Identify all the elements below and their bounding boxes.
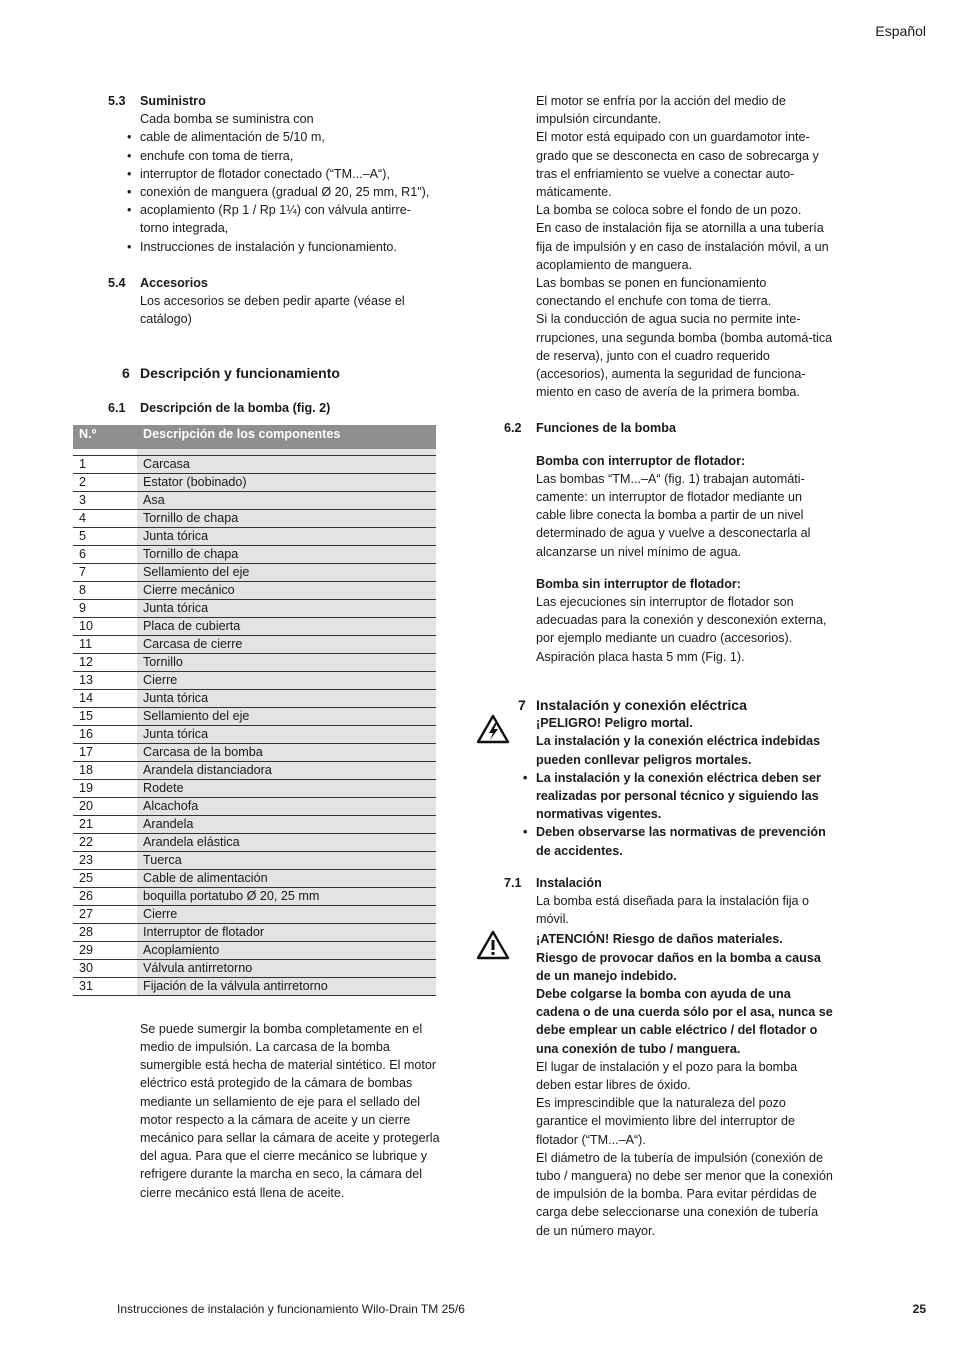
section-intro: Cada bomba se suministra con xyxy=(140,112,314,127)
component-number: 28 xyxy=(73,923,137,941)
list-item: • cable de alimentación de 5/10 m, xyxy=(140,128,438,146)
component-description: Sellamiento del eje xyxy=(137,563,436,581)
section-7-1 xyxy=(504,874,834,929)
component-number: 23 xyxy=(73,851,137,869)
section-5-4 xyxy=(108,274,438,329)
table-row xyxy=(73,869,436,887)
section-number: 5.3 xyxy=(108,94,126,108)
section-title: Descripción y funcionamiento xyxy=(140,365,340,382)
subheading: Bomba sin interruptor de flotador: xyxy=(536,576,741,591)
danger-block xyxy=(504,714,834,860)
component-description: Cierre xyxy=(137,905,436,923)
component-number: 31 xyxy=(73,977,137,995)
component-number: 26 xyxy=(73,887,137,905)
caution-text: Riesgo de provocar daños en la bomba a causa de un manejo indebido. xyxy=(536,950,821,983)
component-number: 20 xyxy=(73,797,137,815)
table-row xyxy=(73,797,436,815)
table-row xyxy=(73,599,436,617)
table-row xyxy=(73,959,436,977)
table-row xyxy=(73,905,436,923)
component-description: Placa de cubierta xyxy=(137,617,436,635)
component-number: 22 xyxy=(73,833,137,851)
component-number: 12 xyxy=(73,653,137,671)
section-5-3 xyxy=(108,92,438,256)
table-row xyxy=(73,617,436,635)
component-description: Carcasa xyxy=(137,455,436,473)
caution-title: ¡ATENCIÓN! Riesgo de daños materiales. xyxy=(536,932,783,947)
component-number: 13 xyxy=(73,671,137,689)
component-description: Carcasa de la bomba xyxy=(137,743,436,761)
section-7-heading xyxy=(504,696,834,714)
component-description: Interruptor de flotador xyxy=(137,923,436,941)
component-number: 6 xyxy=(73,545,137,563)
component-description: Asa xyxy=(137,491,436,509)
table-row xyxy=(73,455,436,473)
section-number: 7 xyxy=(518,696,526,713)
table-row xyxy=(73,761,436,779)
subheading: Bomba con interruptor de flotador: xyxy=(536,453,746,468)
list-item: • Instrucciones de instalación y funcionamiento. xyxy=(140,238,438,256)
table-row xyxy=(73,707,436,725)
component-number: 9 xyxy=(73,599,137,617)
component-description: Tornillo de chapa xyxy=(137,545,436,563)
list-item: • interruptor de flotador conectado (“TM...–A“), xyxy=(140,165,438,183)
component-number: 15 xyxy=(73,707,137,725)
component-description: Junta tórica xyxy=(137,527,436,545)
component-description: Válvula antirretorno xyxy=(137,959,436,977)
section-title: Instalación xyxy=(536,875,602,890)
table-row xyxy=(73,923,436,941)
component-description: Cable de alimentación xyxy=(137,869,436,887)
paragraph: Las bombas “TM...–A“ (fig. 1) trabajan automáti-camente: un interruptor de flotador mediante un cable libre conecta la bomba a partir de un nivel determinado de agua y vuelve a desconectarla al alcanzarse un nivel mínimo de agua. xyxy=(536,471,811,559)
component-number: 25 xyxy=(73,869,137,887)
component-number: 30 xyxy=(73,959,137,977)
component-number: 10 xyxy=(73,617,137,635)
component-description: Arandela distanciadora xyxy=(137,761,436,779)
paragraph: La bomba está diseñada para la instalación fija o móvil. xyxy=(536,893,810,927)
section-title: Instalación y conexión eléctrica xyxy=(536,696,747,713)
table-row xyxy=(73,581,436,599)
component-number: 1 xyxy=(73,455,137,473)
electrical-hazard-icon xyxy=(476,714,510,744)
components-table xyxy=(73,425,436,996)
component-description: Junta tórica xyxy=(137,689,436,707)
section-text: Los accesorios se deben pedir aparte (véase el catálogo) xyxy=(140,294,405,327)
paragraph: El motor se enfría por la acción del medio de impulsión circundante. xyxy=(536,94,786,127)
list-item: • La instalación y la conexión eléctrica deben ser realizadas por personal técnico y siguiendo las normativas vigentes. xyxy=(536,769,834,824)
section-title: Funciones de la bomba xyxy=(536,421,676,436)
footer-text: Instrucciones de instalación y funcionamiento Wilo-Drain TM 25/6 xyxy=(117,1302,465,1316)
component-number: 5 xyxy=(73,527,137,545)
table-header-row xyxy=(73,425,436,449)
table-row xyxy=(73,851,436,869)
component-number: 11 xyxy=(73,635,137,653)
section-6-1 xyxy=(108,399,438,417)
component-description: Alcachofa xyxy=(137,797,436,815)
component-description: Carcasa de cierre xyxy=(137,635,436,653)
component-description: Sellamiento del eje xyxy=(137,707,436,725)
component-number: 19 xyxy=(73,779,137,797)
component-number: 16 xyxy=(73,725,137,743)
section-number: 6.1 xyxy=(108,400,126,415)
component-number: 18 xyxy=(73,761,137,779)
list-item: • acoplamiento (Rp 1 / Rp 1¼) con válvula antirre-torno integrada, xyxy=(140,201,438,237)
component-description: Tornillo xyxy=(137,653,436,671)
component-description: Arandela elástica xyxy=(137,833,436,851)
component-number: 7 xyxy=(73,563,137,581)
paragraph: El motor está equipado con un guardamotor inte-grado que se desconecta en caso de sobrecarga y tras el enfriamiento se vuelve a conectar auto-máticamente. xyxy=(536,130,819,200)
table-row xyxy=(73,887,436,905)
component-description: Acoplamiento xyxy=(137,941,436,959)
component-description: boquilla portatubo Ø 20, 25 mm xyxy=(137,887,436,905)
caution-block xyxy=(504,930,834,1239)
component-number: 17 xyxy=(73,743,137,761)
table-row xyxy=(73,545,436,563)
paragraph: Las ejecuciones sin interruptor de flotador son adecuadas para la conexión y desconexión externa, por ejemplo mediante un cuadro (accesorios). Aspiración placa hasta 5 mm (Fig. 1). xyxy=(536,595,827,664)
section-6-heading xyxy=(108,364,438,382)
paragraph: Las bombas se ponen en funcionamiento conectando el enchufe con toma de tierra. xyxy=(536,276,772,309)
table-row xyxy=(73,941,436,959)
table-body xyxy=(73,449,436,996)
component-number: 21 xyxy=(73,815,137,833)
list-item: • conexión de manguera (gradual Ø 20, 25 mm, R1"), xyxy=(140,183,438,201)
column-header-description: Descripción de los componentes xyxy=(137,425,436,449)
left-column xyxy=(79,92,440,1202)
column-header-number: N.º xyxy=(73,425,137,449)
table-row xyxy=(73,743,436,761)
warning-icon xyxy=(476,930,510,960)
pump-description-paragraph: Se puede sumergir la bomba completamente en el medio de impulsión. La carcasa de la bomba sumergible está hecha de material sintético. El motor eléctrico está protegido de la cámara de bombas mediante un sellamiento de eje para el sellado del motor respecto a la cámara de aceite y un cierre mecánico para sellar la cámara de aceite y protegerla del agua. Para que el cierre mecánico se lubrique y refrigere durante la marcha en seco, la cámara del cierre mecánico está llena de aceite. xyxy=(140,1021,440,1200)
danger-title: ¡PELIGRO! Peligro mortal. xyxy=(536,716,693,731)
table-row xyxy=(73,509,436,527)
section-number: 7.1 xyxy=(504,875,522,890)
section-number: 6.2 xyxy=(504,421,522,436)
component-number: 14 xyxy=(73,689,137,707)
list-item: • enchufe con toma de tierra, xyxy=(140,147,438,165)
component-number: 29 xyxy=(73,941,137,959)
section-title: Suministro xyxy=(140,94,206,108)
component-description: Tornillo de chapa xyxy=(137,509,436,527)
component-description: Tuerca xyxy=(137,851,436,869)
list-item: • Deben observarse las normativas de prevención de accidentes. xyxy=(536,823,834,859)
component-number: 4 xyxy=(73,509,137,527)
component-description: Estator (bobinado) xyxy=(137,473,436,491)
table-row xyxy=(73,689,436,707)
danger-text: La instalación y la conexión eléctrica indebidas pueden conllevar peligros mortales. xyxy=(536,734,821,767)
table-row xyxy=(73,527,436,545)
component-number: 27 xyxy=(73,905,137,923)
component-number: 2 xyxy=(73,473,137,491)
component-description: Cierre mecánico xyxy=(137,581,436,599)
component-number: 3 xyxy=(73,491,137,509)
table-row xyxy=(73,473,436,491)
component-description: Cierre xyxy=(137,671,436,689)
paragraph: El lugar de instalación y el pozo para la bomba deben estar libres de óxido. xyxy=(536,1059,798,1092)
right-column xyxy=(504,92,834,1240)
section-number: 5.4 xyxy=(108,275,126,290)
table-row xyxy=(73,635,436,653)
page-number: 25 xyxy=(912,1302,926,1316)
component-description: Rodete xyxy=(137,779,436,797)
table-row xyxy=(73,779,436,797)
language-label: Español xyxy=(875,23,926,39)
supply-list xyxy=(140,128,438,255)
component-description: Junta tórica xyxy=(137,599,436,617)
paragraph: En caso de instalación fija se atornilla a una tubería fija de impulsión y en caso de instalación móvil, a un acoplamiento de manguera. xyxy=(536,221,829,272)
section-6-2 xyxy=(504,419,834,665)
table-row xyxy=(73,833,436,851)
component-description: Arandela xyxy=(137,815,436,833)
caution-text: Debe colgarse la bomba con ayuda de una cadena o de una cuerda sólo por el asa, nunca se debe emplear un cable eléctrico / del flotador o una conexión de tubo / manguera. xyxy=(536,986,833,1056)
table-row xyxy=(73,563,436,581)
table-row xyxy=(73,653,436,671)
section-title: Descripción de la bomba (fig. 2) xyxy=(140,400,331,415)
table-row xyxy=(73,725,436,743)
paragraph: Es imprescindible que la naturaleza del pozo garantice el movimiento libre del interruptor de flotador (“TM...–A“). xyxy=(536,1096,796,1147)
paragraph: El diámetro de la tubería de impulsión (conexión de tubo / manguera) no debe ser menor que la conexión de impulsión de la bomba. Para evitar pérdidas de carga debe seleccionarse una conexión de tubería de un número mayor. xyxy=(536,1150,833,1238)
table-row xyxy=(73,815,436,833)
component-description: Fijación de la válvula antirretorno xyxy=(137,977,436,995)
paragraph: Si la conducción de agua sucia no permite inte-rrupciones, una segunda bomba (bomba automá-tica de reserva), junto con el cuadro requerido (accesorios), aumenta la seguridad de funciona-miento en caso de avería de la primera bomba. xyxy=(536,312,833,400)
component-description: Junta tórica xyxy=(137,725,436,743)
table-row xyxy=(73,671,436,689)
component-number: 8 xyxy=(73,581,137,599)
table-row xyxy=(73,491,436,509)
danger-list xyxy=(536,769,834,860)
table-row xyxy=(73,977,436,995)
function-intro xyxy=(536,92,834,401)
section-number: 6 xyxy=(122,365,130,382)
paragraph: La bomba se coloca sobre el fondo de un pozo. xyxy=(536,203,802,218)
section-title: Accesorios xyxy=(140,275,208,290)
